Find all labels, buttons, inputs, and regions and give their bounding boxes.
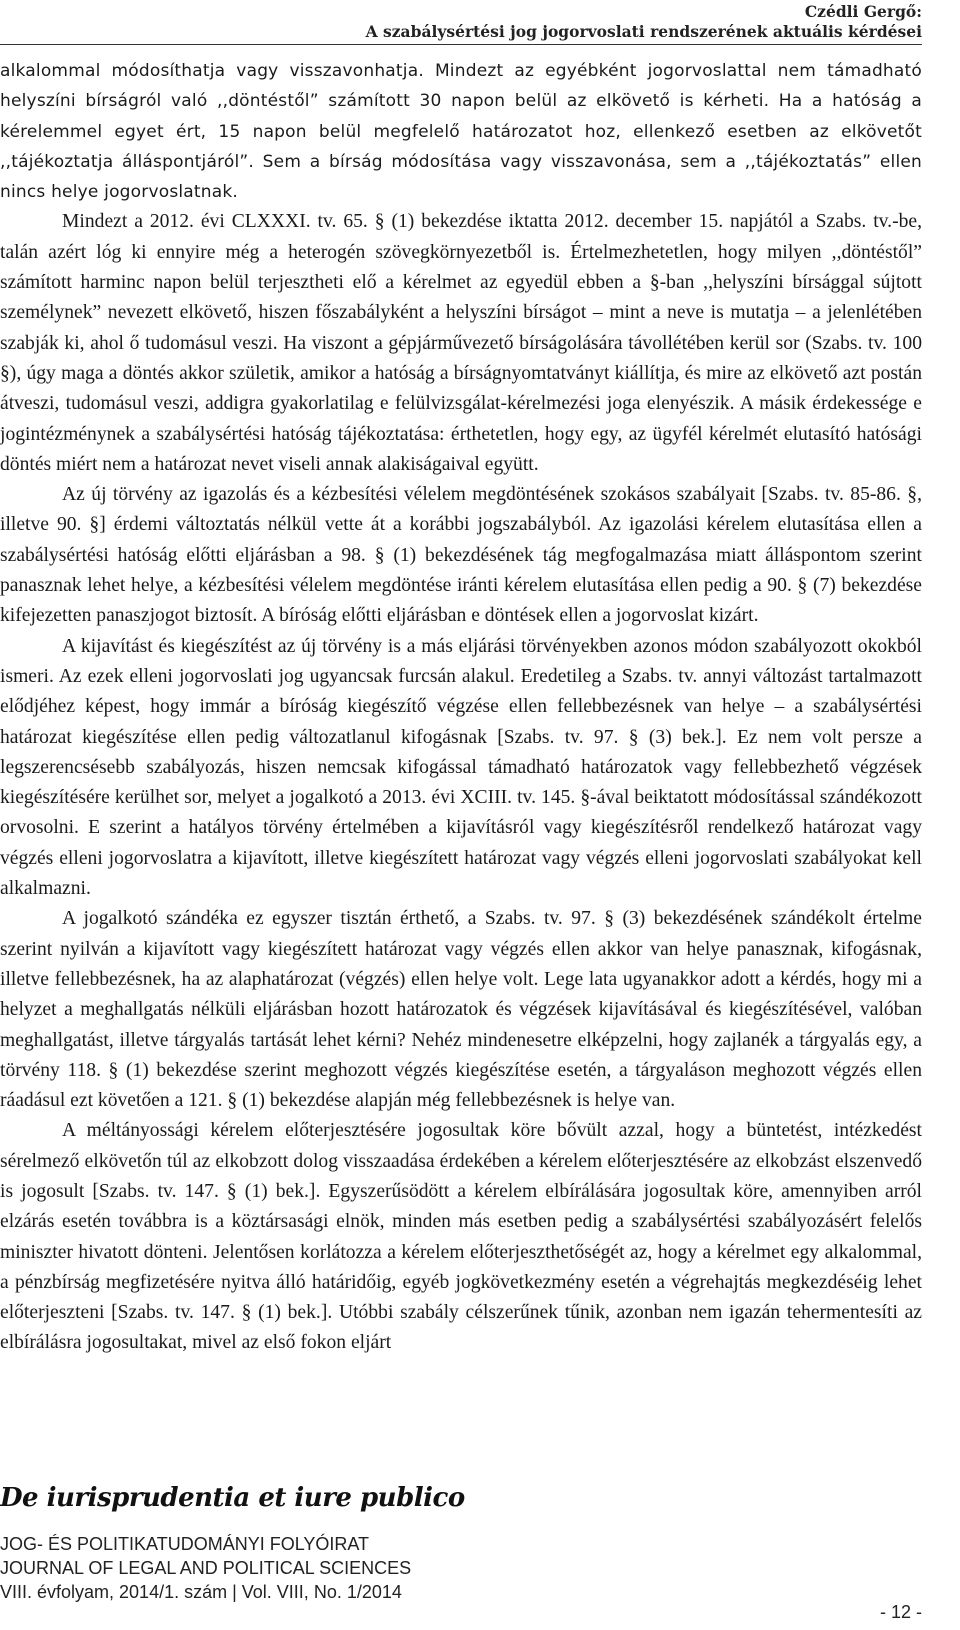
header-title: A szabálysértési jog jogorvoslati rendszerének aktuális kérdései xyxy=(365,22,922,41)
journal-logo: De iurisprudentia et iure publico xyxy=(0,1483,465,1513)
journal-subtitle-en: JOURNAL OF LEGAL AND POLITICAL SCIENCES xyxy=(0,1558,412,1578)
paragraph-2: Mindezt a 2012. évi CLXXXI. tv. 65. § (1) bekezdése iktatta 2012. december 15. napjától a Szabs. tv.-be, talán azért lóg ki ennyire még a heterogén szövegkörnyezetből is. Értelmezhetetlen, hogy milyen ,,döntéstől” számított harminc napon belül terjesztheti elő a kérelmet az egyedül ebben a §-ban ,,helyszíni bírsággal sújtott személynek” nevezett elkövető, hiszen főszabályként a helyszíni bírságot – mint a neve is mutatja – a jelenlétében szabják ki, ahol ő tudomásul veszi. Ha viszont a gépjárművezető bírságolására távollétében kerül sor (Szabs. tv. 100 §), úgy maga a döntés akkor születik, amikor a hatóság a bírságnyomtatványt kiállítja, és mire az elkövető azt postán átveszi, tudomásul veszi, addigra gyakorlatilag e felülvizsgálat-kérelmezési joga elenyészik. A másik érdekessége e jogintézménynek a szabálysértési hatóság tájékoztatása: érthetetlen, hogy egy, az ügyfél kérelmét elutasító hatósági döntés miért nem a határozat nevet viseli annak alakiságaival együtt. xyxy=(0,211,922,475)
journal-subtitle-hu: JOG- ÉS POLITIKATUDOMÁNYI FOLYÓIRAT xyxy=(0,1534,370,1554)
article-body xyxy=(0,56,922,1359)
paragraph-5: A jogalkotó szándéka ez egyszer tisztán érthető, a Szabs. tv. 97. § (3) bekezdésének szándékolt értelme szerint nyilván a kijavított vagy kiegészített határozat vagy végzés ellen akkor van helye panasznak, kifogásnak, illetve fellebbezésnek, ha az alaphatározat (végzés) ellen helye volt. Lege lata ugyanakkor adott a kérdés, hogy mi a helyzet a meghallgatás nélküli eljárásban hozott határozatok és végzések kijavításával és kiegészítésével, valóban meghallgatást, illetve tárgyalás tartását lehet kérni? Nehéz mindenesetre elképzelni, hogy zajlanék a tárgyalás egy, a törvény 118. § (1) bekezdése szerint meghozott végzés kiegészítése esetén, a tárgyaláson meghozott végzés ellen ráadásul ezt követően a 121. § (1) bekezdése alapján még fellebbezésnek is helye van. xyxy=(0,908,922,1112)
header-rule xyxy=(0,44,922,45)
header-author: Czédli Gergő: xyxy=(804,2,922,21)
paragraph-6: A méltányossági kérelem előterjesztésére jogosultak köre bővült azzal, hogy a büntetést, intézkedést sérelmező elkövetőn túl az elkobzott dolog visszaadása érdekében a kérelem előterjesztésére az elkobzást elszenvedő is jogosult [Szabs. tv. 147. § (1) bek.]. Egyszerűsödött a kérelem elbírálására jogosultak köre, amennyiben arról elzárás esetén továbbra is a köztársasági elnök, minden más esetben pedig a szabálysértési szabályozásért felelős miniszter hivatott dönteni. Jelentősen korlátozza a kérelem előterjeszthetőségét az, hogy a kérelmet egy alkalommal, a pénzbírság megfizetésére nyitva álló határidőig, egyéb jogkövetkezmény esetén a végrehajtás megkezdéséig lehet előterjeszteni [Szabs. tv. 147. § (1) bek.]. Utóbbi szabály célszerűnek tűnik, azonban nem igazán tehermentesíti az elbírálásra jogosultakat, mivel az első fokon eljárt xyxy=(0,1120,922,1354)
paragraph-4: A kijavítást és kiegészítést az új törvény is a más eljárási törvényekben azonos módon szabályozott okokból ismeri. Az ezek elleni jogorvoslati jog ugyancsak furcsán alakul. Eredetileg a Szabs. tv. annyi változást tartalmazott elődjéhez képest, hogy immár a bíróság kiegészítő végzése ellen fellebbezésnek van helye – a szabálysértési határozat kiegészítése ellen pedig változatlanul kifogásnak [Szabs. tv. 97. § (3) bek.]. Ez nem volt persze a legszerencsésebb szabályozás, hiszen nemcsak kifogással támadható határozatok vagy fellebbezhető végzések kiegészítésére kerülhet sor, melyet a jogalkotó a 2013. évi XCIII. tv. 145. §-ával beiktatott módosítással szándékozott orvosolni. E szerint a hatályos törvény értelmében a kijavításról vagy kiegészítésről rendelkező határozat vagy végzés elleni jogorvoslatra a kijavított, illetve kiegészített határozat vagy végzés elleni jogorvoslati szabályokat kell alkalmazni. xyxy=(0,635,922,900)
running-header xyxy=(366,2,922,42)
paragraph-1: alkalommal módosíthatja vagy visszavonhatja. Mindezt az egyébként jogorvoslattal nem támadható helyszíni bírságról való ,,döntéstől” számított 30 napon belül az elkövető is kérheti. Ha a hatóság a kérelemmel egyet ért, 15 napon belül megfelelő határozatot hoz, ellenkező esetben az elkövetőt ,,tájékoztatja álláspontjáról”. Sem a bírság módosítása vagy visszavonása, sem a ,,tájékoztatás” ellen nincs helye jogorvoslatnak. xyxy=(0,61,922,203)
paragraph-3: Az új törvény az igazolás és a kézbesítési vélelem megdöntésének szokásos szabályait [Szabs. tv. 85-86. §, illetve 90. §] érdemi változtatás nélkül vette át a korábbi jogszabályból. Az igazolási kérelem elutasítása ellen a szabálysértési hatóság előtti eljárásban a 98. § (1) bekezdésének tág megfogalmazása miatt álláspontom szerint panasznak lehet helye, a kézbesítési vélelem megdöntése iránti kérelem elutasítása ellen pedig a 90. § (7) bekezdése kifejezetten panaszjogot biztosít. A bíróság előtti eljárásban e döntések ellen a jogorvoslat kizárt. xyxy=(0,484,922,627)
journal-issue: VIII. évfolyam, 2014/1. szám | Vol. VIII, No. 1/2014 xyxy=(0,1582,402,1602)
journal-footer xyxy=(0,1478,960,1604)
page-number: - 12 - xyxy=(879,1602,922,1622)
